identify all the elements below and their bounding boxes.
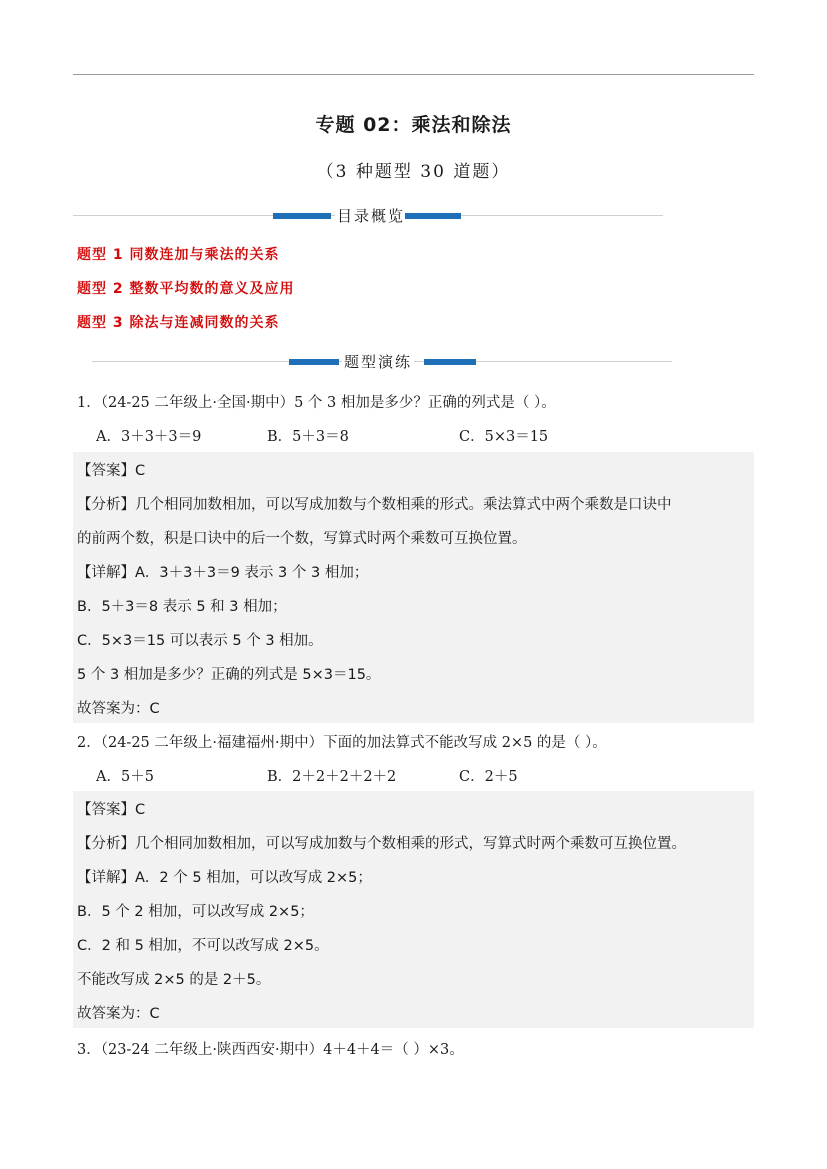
- question-2-option-a: A．5＋5: [96, 769, 154, 785]
- question-1-detail: 【详解】A．3＋3＋3＝9 表示 3 个 3 相加；: [77, 565, 369, 581]
- question-1-detail-c: C．5×3＝15 可以表示 5 个 3 相加。: [77, 633, 323, 649]
- question-1-final-answer: 故答案为：C: [77, 701, 160, 717]
- toc-section-header: [73, 205, 663, 227]
- question-2-detail-c: C．2 和 5 相加，不可以改写成 2×5。: [77, 938, 329, 954]
- toc-heading: 目录概览: [337, 207, 406, 225]
- page-subtitle: （3 种题型 30 道题）: [316, 162, 511, 182]
- question-1-answer: 【答案】C: [77, 463, 146, 479]
- question-1-option-b: B．5＋3＝8: [267, 429, 349, 445]
- header-rule: [73, 74, 754, 75]
- question-1-option-a: A．3＋3＋3＝9: [96, 429, 202, 445]
- question-1-analysis-cont: 的前两个数，积是口诀中的后一个数，写算式时两个乘数可互换位置。: [77, 531, 527, 547]
- question-2-answer: 【答案】C: [77, 802, 146, 818]
- toc-item-type-2[interactable]: 题型 2 整数平均数的意义及应用: [77, 281, 295, 297]
- page-title: 专题 02：乘法和除法: [315, 114, 512, 136]
- practice-bar-right: [424, 359, 476, 365]
- question-1-stem: 1．（24-25 二年级上·全国·期中）5 个 3 相加是多少？正确的列式是（ ）。: [77, 395, 556, 411]
- question-1-analysis: 【分析】几个相同加数相加，可以写成加数与个数相乘的形式。乘法算式中两个乘数是口诀中: [77, 497, 672, 513]
- question-2-detail-b: B．5 个 2 相加，可以改写成 2×5；: [77, 904, 314, 920]
- toc-bar-right: [405, 213, 461, 219]
- question-2-option-b: B．2＋2＋2＋2＋2: [267, 769, 397, 785]
- question-2-stem: 2．（24-25 二年级上·福建福州·期中）下面的加法算式不能改写成 2×5 的是（ ）。: [77, 735, 607, 751]
- practice-bar-left: [289, 359, 339, 365]
- question-2-detail: 【详解】A．2 个 5 相加，可以改写成 2×5；: [77, 870, 372, 886]
- question-1-detail-b: B．5＋3＝8 表示 5 和 3 相加；: [77, 599, 287, 615]
- toc-bar-left: [273, 213, 331, 219]
- question-1-option-c: C．5×3＝15: [459, 429, 549, 445]
- question-2-final-answer: 故答案为：C: [77, 1006, 160, 1022]
- toc-item-type-1[interactable]: 题型 1 同数连加与乘法的关系: [77, 247, 280, 263]
- practice-section-header: [92, 351, 672, 373]
- question-2-option-c: C．2＋5: [459, 769, 518, 785]
- question-1-conclusion: 5 个 3 相加是多少？正确的列式是 5×3＝15。: [77, 667, 381, 683]
- question-3-stem: 3．（23-24 二年级上·陕西西安·期中）4＋4＋4＝（ ）×3。: [77, 1042, 464, 1058]
- question-2-analysis: 【分析】几个相同加数相加，可以写成加数与个数相乘的形式，写算式时两个乘数可互换位置。: [77, 836, 686, 852]
- question-2-conclusion: 不能改写成 2×5 的是 2＋5。: [77, 972, 271, 988]
- practice-heading: 题型演练: [344, 353, 413, 371]
- toc-item-type-3[interactable]: 题型 3 除法与连减同数的关系: [77, 315, 280, 331]
